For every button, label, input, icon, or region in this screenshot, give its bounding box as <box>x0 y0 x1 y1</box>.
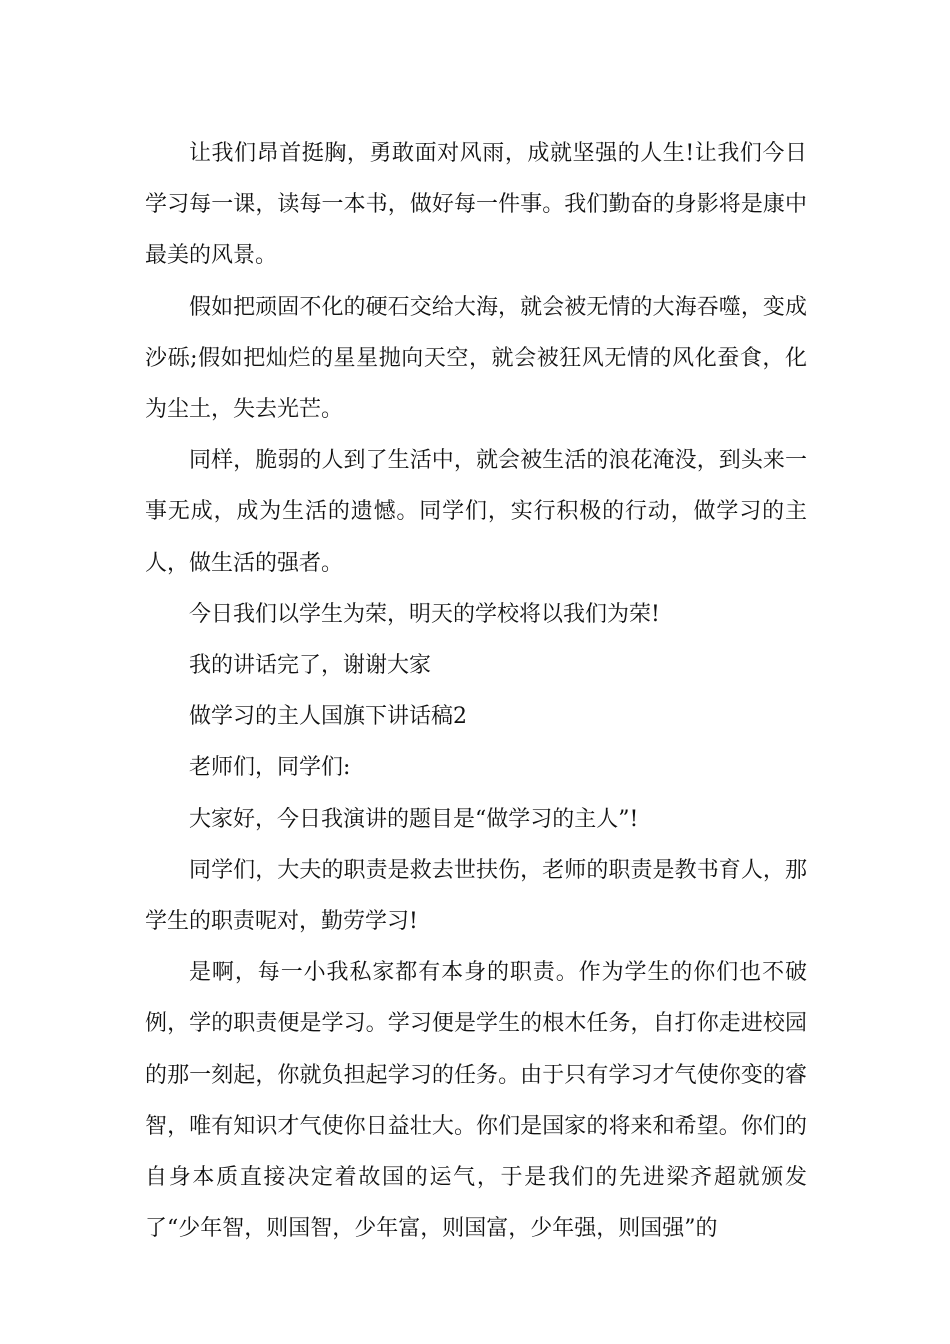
section-heading: 做学习的主人国旗下讲话稿2 <box>189 704 467 730</box>
paragraph: 让我们昂首挺胸，勇敢面对风雨，成就坚强的人生!让我们今日学习每一课，读每一本书，做好每一件事。我们勤奋的身影将是康中最美的风景。 <box>145 141 807 269</box>
salutation: 老师们，同学们: <box>189 755 351 781</box>
paragraph: 假如把顽固不化的硬石交给大海，就会被无情的大海吞噬，变成沙砾;假如把灿烂的星星抛向天空，就会被狂风无情的风化蚕食，化为尘土，失去光芒。 <box>145 294 807 423</box>
document-body <box>145 128 807 1254</box>
paragraph: 是啊，每一小我私家都有本身的职责。作为学生的你们也不破例，学的职责便是学习。学习便是学生的根木任务，自打你走进校园的那一刻起，你就负担起学习的任务。由于只有学习才气使你变的睿智，唯有知识才气使你日益壮大。你们是国家的将来和希望。你们的自身本质直接决定着故国的运气，于是我们的先进梁齐超就颁发了“少年智，则国智，少年富，则国富，少年强，则国强”的 <box>145 960 807 1242</box>
paragraph: 我的讲话完了，谢谢大家 <box>189 653 432 679</box>
paragraph: 同学们，大夫的职责是救去世扶伤，老师的职责是教书育人，那学生的职责呢对，勤劳学习! <box>145 857 807 935</box>
paragraph: 今日我们以学生为荣，明天的学校将以我们为荣! <box>189 601 660 627</box>
paragraph: 同样，脆弱的人到了生活中，就会被生活的浪花淹没，到头来一事无成，成为生活的遗憾。同学们，实行积极的行动，做学习的主人，做生活的强者。 <box>145 448 807 576</box>
paragraph: 大家好，今日我演讲的题目是“做学习的主人”! <box>189 806 639 832</box>
